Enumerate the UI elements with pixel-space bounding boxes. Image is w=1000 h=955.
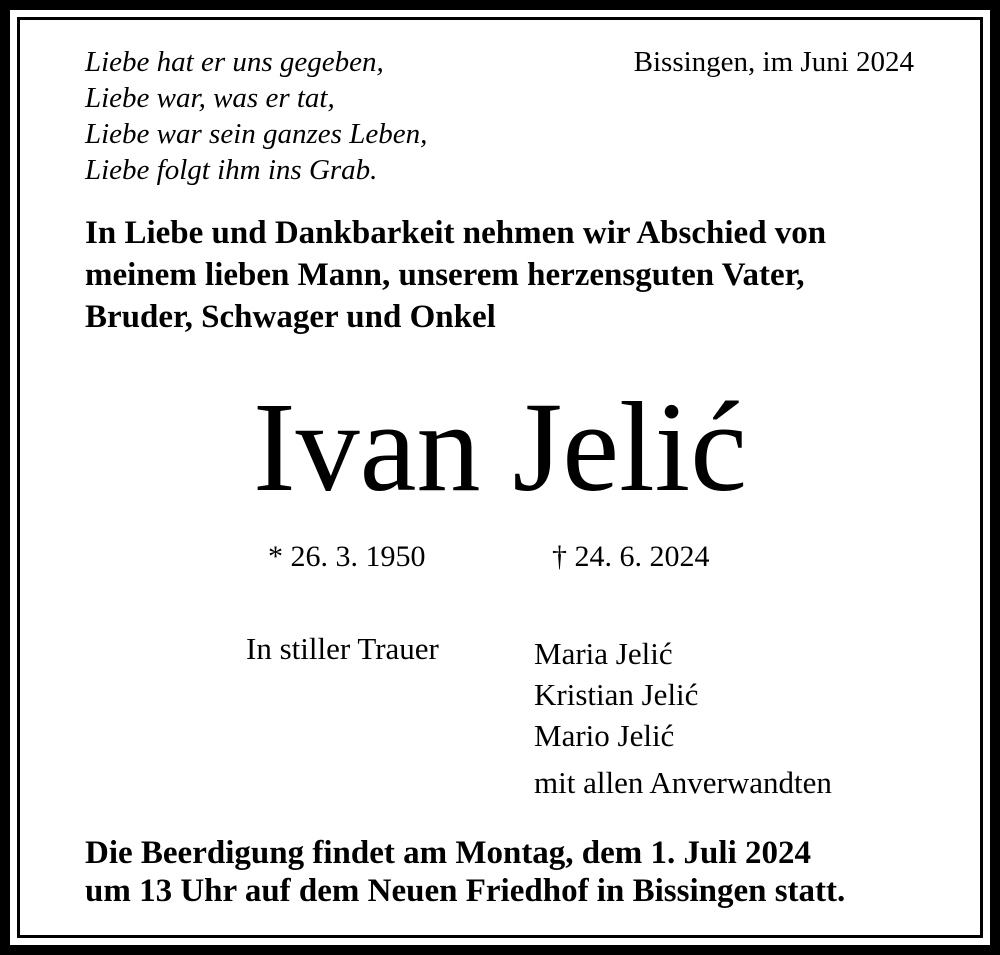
intro-line: meinem lieben Mann, unserem herzensguten Vater, (85, 257, 805, 293)
mourners-extra: mit allen Anverwandten (534, 765, 832, 800)
poem-line: Liebe folgt ihm ins Grab. (85, 154, 378, 186)
poem-line: Liebe war, was er tat, (85, 82, 335, 114)
place-date: Bissingen, im Juni 2024 (633, 46, 914, 78)
poem-line: Liebe war sein ganzes Leben, (85, 118, 428, 150)
mourner-name: Mario Jelić (534, 718, 675, 753)
funeral-line: um 13 Uhr auf dem Neuen Friedhof in Bissingen statt. (85, 873, 846, 909)
death-date: † 24. 6. 2024 (552, 540, 710, 573)
funeral-line: Die Beerdigung findet am Montag, dem 1. Juli 2024 (85, 835, 811, 871)
mourning-label: In stiller Trauer (246, 631, 439, 666)
mourners-list (534, 633, 832, 803)
intro-line: Bruder, Schwager und Onkel (85, 299, 496, 335)
intro-text (85, 212, 826, 338)
poem-block (85, 44, 427, 188)
deceased-name: Ivan Jelić (253, 376, 747, 518)
poem-line: Liebe hat er uns gegeben, (85, 46, 384, 78)
birth-date: * 26. 3. 1950 (268, 540, 426, 573)
mourner-name: Maria Jelić (534, 636, 673, 671)
mourner-name: Kristian Jelić (534, 677, 699, 712)
intro-line: In Liebe und Dankbarkeit nehmen wir Abschied von (85, 215, 827, 251)
funeral-info (85, 834, 845, 910)
